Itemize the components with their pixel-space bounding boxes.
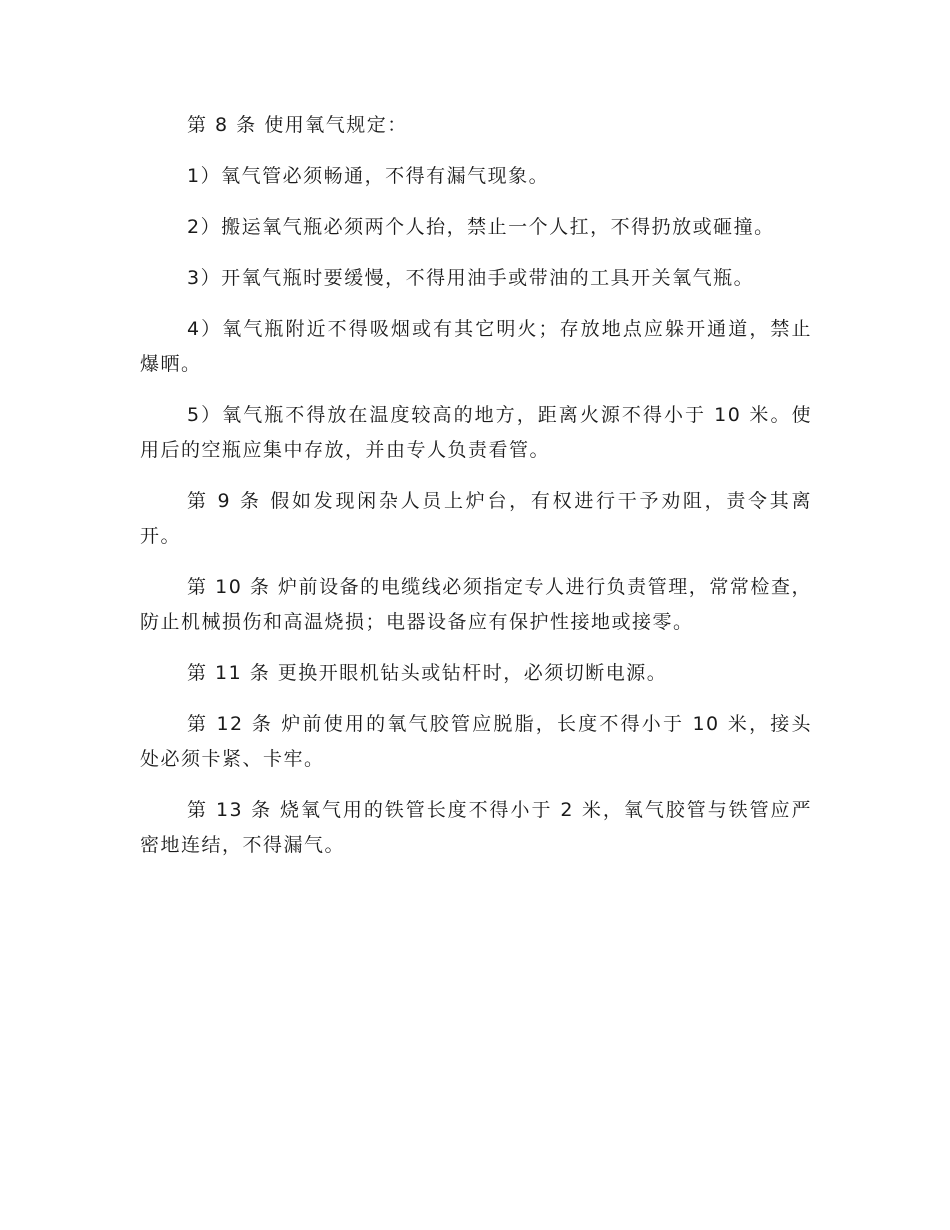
article-11: 第 11 条 更换开眼机钻头或钻杆时，必须切断电源。 (187, 662, 668, 684)
article-10: 第 10 条 炉前设备的电缆线必须指定专人进行负责管理，常常检查，防止机械损伤和高温烧损；电器设备应有保护性接地或接零。 (140, 576, 812, 633)
article-13: 第 13 条 烧氧气用的铁管长度不得小于 2 米，氧气胶管与铁管应严密地连结，不得漏气。 (140, 799, 812, 856)
article-8-item-5: 5）氧气瓶不得放在温度较高的地方，距离火源不得小于 10 米。使用后的空瓶应集中存放，并由专人负责看管。 (140, 404, 812, 461)
article-8-item-4: 4）氧气瓶附近不得吸烟或有其它明火；存放地点应躲开通道，禁止爆晒。 (140, 318, 812, 375)
article-8-item-2: 2）搬运氧气瓶必须两个人抬，禁止一个人扛，不得扔放或砸撞。 (187, 216, 775, 238)
document-page (140, 108, 812, 879)
article-9: 第 9 条 假如发现闲杂人员上炉台，有权进行干予劝阻，责令其离开。 (140, 490, 812, 547)
article-8-item-1: 1）氧气管必须畅通，不得有漏气现象。 (187, 165, 550, 187)
article-8-item-3: 3）开氧气瓶时要缓慢，不得用油手或带油的工具开关氧气瓶。 (187, 267, 755, 289)
article-12: 第 12 条 炉前使用的氧气胶管应脱脂，长度不得小于 10 米，接头处必须卡紧、卡牢。 (140, 713, 812, 770)
article-8-heading: 第 8 条 使用氧气规定： (187, 114, 408, 136)
